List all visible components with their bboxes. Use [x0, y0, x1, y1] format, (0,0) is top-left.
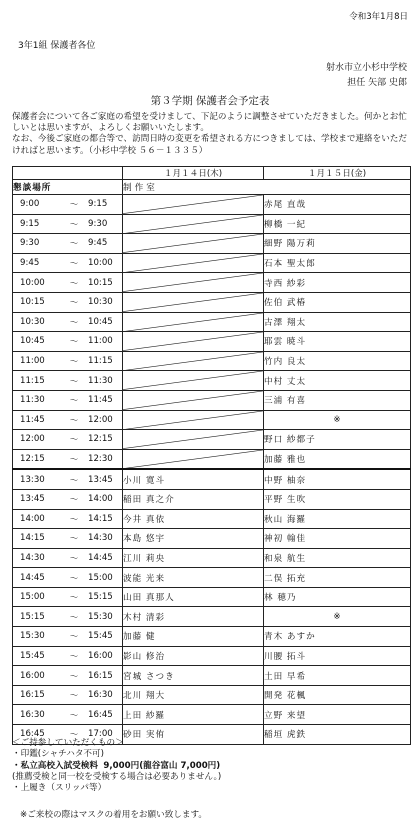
day2-student-name: 林 穂乃: [264, 587, 411, 607]
day2-student-name: 野口 紗都子: [264, 430, 411, 450]
time-separator: ～: [69, 396, 79, 407]
time-cell: [13, 469, 123, 489]
time-start: 15:00: [20, 592, 45, 603]
time-cell: [13, 390, 123, 410]
place-row: [13, 180, 411, 195]
time-separator: ～: [69, 553, 79, 564]
page-title: 第３学期 保護者会予定表: [150, 95, 270, 107]
day1-student-name: 波能 光来: [123, 568, 264, 588]
day2-student-name: 佐伯 武椿: [264, 292, 411, 312]
day2-student-name: 細野 陽万莉: [264, 234, 411, 254]
day2-student-name: 青木 あすか: [264, 627, 411, 647]
time-start: 9:45: [20, 258, 40, 269]
header-day2: １月１５日(金): [264, 167, 411, 180]
time-cell: [13, 685, 123, 705]
day2-student-name: 秋山 海羅: [264, 509, 411, 529]
table-header-row: [13, 167, 411, 180]
strike-line: [123, 411, 263, 430]
day2-student-name: 中村 丈太: [264, 371, 411, 391]
time-end: 17:00: [88, 729, 113, 740]
time-start: 11:45: [20, 414, 45, 425]
day1-empty-slot: [123, 273, 264, 293]
day2-student-name: 立野 来望: [264, 705, 411, 725]
day2-student-name: 三浦 有喜: [264, 390, 411, 410]
day1-empty-slot: [123, 253, 264, 273]
day1-student-name: 加藤 健: [123, 627, 264, 647]
time-cell: [13, 509, 123, 529]
day2-student-name: 和泉 航生: [264, 548, 411, 568]
day2-student-name: 川腰 拓斗: [264, 646, 411, 666]
strike-line: [123, 234, 263, 253]
time-start: 16:15: [20, 690, 45, 701]
time-end: 16:00: [88, 650, 113, 661]
time-cell: [13, 371, 123, 391]
time-end: 13:45: [88, 474, 113, 485]
time-separator: ～: [69, 455, 79, 466]
notes-item-seal: ・印鑑(シャチハタ不可): [12, 749, 104, 760]
day2-student-name: 平野 生吹: [264, 489, 411, 509]
table-row: [13, 371, 411, 391]
strike-line: [123, 215, 263, 234]
time-end: 14:30: [88, 533, 113, 544]
time-end: 11:00: [88, 336, 113, 347]
day2-note-mark: ※: [264, 607, 411, 627]
time-start: 11:30: [20, 395, 45, 406]
time-end: 10:30: [88, 297, 113, 308]
day2-student-name: 稲垣 虎鉄: [264, 725, 411, 745]
day2-student-name: 中野 柚奈: [264, 469, 411, 489]
day1-student-name: 宮城 さつき: [123, 666, 264, 686]
table-row: [13, 705, 411, 725]
day1-student-name: 影山 修治: [123, 646, 264, 666]
day2-student-name: 二俣 拓充: [264, 568, 411, 588]
time-start: 16:00: [20, 670, 45, 681]
time-start: 16:45: [20, 729, 45, 740]
time-start: 14:15: [20, 533, 45, 544]
time-separator: ～: [69, 219, 79, 230]
table-row: [13, 568, 411, 588]
time-end: 14:15: [88, 513, 113, 524]
time-separator: ～: [69, 671, 79, 682]
time-start: 16:30: [20, 709, 45, 720]
time-separator: ～: [69, 612, 79, 623]
day1-empty-slot: [123, 410, 264, 430]
notes-item-fee-label: ・私立高校入試受検料: [12, 760, 98, 771]
time-cell: [13, 529, 123, 549]
time-start: 9:15: [20, 218, 40, 229]
notes-item-fee: [12, 761, 312, 772]
time-cell: [13, 587, 123, 607]
strike-line: [123, 352, 263, 371]
time-start: 10:45: [20, 336, 45, 347]
time-end: 10:45: [88, 316, 113, 327]
day1-student-name: 木村 清彩: [123, 607, 264, 627]
time-cell: [13, 253, 123, 273]
notes-item-shoes: ・上履き（スリッパ等）: [12, 783, 107, 794]
day2-student-name: 赤尾 直哉: [264, 195, 411, 215]
time-separator: ～: [69, 259, 79, 270]
time-end: 9:15: [88, 199, 108, 210]
day1-empty-slot: [123, 234, 264, 254]
time-end: 15:15: [88, 592, 113, 603]
time-cell: [13, 195, 123, 215]
strike-line: [123, 273, 263, 292]
header-blank: [13, 167, 123, 180]
time-end: 9:30: [88, 218, 108, 229]
table-row: [13, 685, 411, 705]
table-row: [13, 195, 411, 215]
time-separator: ～: [69, 200, 79, 211]
table-row: [13, 292, 411, 312]
day1-student-name: 稲田 真之介: [123, 489, 264, 509]
time-separator: ～: [69, 278, 79, 289]
strike-line: [123, 371, 263, 390]
table-row: [13, 430, 411, 450]
time-separator: ～: [69, 475, 79, 486]
time-separator: ～: [69, 632, 79, 643]
document-date: 令和3年1月8日: [349, 12, 408, 22]
time-end: 12:00: [88, 414, 113, 425]
time-end: 16:45: [88, 709, 113, 720]
table-row: [13, 410, 411, 430]
day2-student-name: 耶雲 暁斗: [264, 332, 411, 352]
time-start: 10:15: [20, 297, 45, 308]
notes-heading: ＜ご持参していただくもの＞: [12, 738, 124, 748]
time-end: 12:30: [88, 454, 113, 465]
table-row: [13, 312, 411, 332]
day2-student-name: 寺西 紗彩: [264, 273, 411, 293]
day1-empty-slot: [123, 430, 264, 450]
time-start: 11:00: [20, 356, 45, 367]
day1-empty-slot: [123, 195, 264, 215]
time-separator: ～: [69, 317, 79, 328]
time-cell: [13, 214, 123, 234]
schedule-table: [12, 166, 411, 745]
table-row: [13, 273, 411, 293]
time-start: 12:15: [20, 454, 45, 465]
time-separator: ～: [69, 514, 79, 525]
intro-text: [12, 112, 410, 157]
time-separator: ～: [69, 730, 79, 741]
time-cell: [13, 607, 123, 627]
time-cell: [13, 351, 123, 371]
mask-notice: ※ご来校の際はマスクの着用をお願い致します。: [20, 810, 207, 820]
time-start: 15:30: [20, 631, 45, 642]
table-row: [13, 529, 411, 549]
time-end: 15:00: [88, 572, 113, 583]
time-cell: [13, 568, 123, 588]
day1-empty-slot: [123, 312, 264, 332]
time-cell: [13, 449, 123, 469]
time-separator: ～: [69, 415, 79, 426]
notes-box: [12, 738, 312, 794]
day1-empty-slot: [123, 292, 264, 312]
time-cell: [13, 489, 123, 509]
time-separator: ～: [69, 435, 79, 446]
day2-student-name: 古澤 翔太: [264, 312, 411, 332]
day2-student-name: 開発 花楓: [264, 685, 411, 705]
time-separator: ～: [69, 593, 79, 604]
time-start: 9:30: [20, 238, 40, 249]
day2-student-name: 神初 翰佳: [264, 529, 411, 549]
intro-paragraph-1: 保護者会について各ご家庭の希望を受けまして、下記のように調整させていただきました。何かとお忙しいとは思いますが、よろしくお願いいたします。: [12, 112, 407, 134]
time-start: 12:00: [20, 434, 45, 445]
school-name: 射水市立小杉中学校: [325, 63, 407, 73]
strike-line: [123, 293, 263, 312]
time-cell: [13, 312, 123, 332]
time-cell: [13, 234, 123, 254]
time-start: 11:15: [20, 375, 45, 386]
time-end: 16:30: [88, 690, 113, 701]
time-end: 10:15: [88, 277, 113, 288]
header-day1: １月１４日(木): [123, 167, 264, 180]
time-separator: ～: [69, 298, 79, 309]
day1-empty-slot: [123, 449, 264, 469]
day2-note-mark: ※: [264, 410, 411, 430]
time-cell: [13, 548, 123, 568]
time-start: 13:30: [20, 474, 45, 485]
place-label: 懇談場所: [13, 180, 123, 195]
time-start: 13:45: [20, 494, 45, 505]
time-separator: ～: [69, 691, 79, 702]
day1-student-name: 北川 翔大: [123, 685, 264, 705]
table-row: [13, 214, 411, 234]
time-end: 15:45: [88, 631, 113, 642]
time-end: 14:00: [88, 494, 113, 505]
strike-line: [123, 430, 263, 449]
time-cell: [13, 666, 123, 686]
time-start: 15:45: [20, 650, 45, 661]
table-row: [13, 627, 411, 647]
table-row: [13, 587, 411, 607]
time-start: 14:00: [20, 513, 45, 524]
time-end: 12:15: [88, 434, 113, 445]
day1-student-name: 今井 真依: [123, 509, 264, 529]
recipient-line: 3年1組 保護者各位: [18, 41, 96, 51]
day1-empty-slot: [123, 332, 264, 352]
time-end: 11:15: [88, 356, 113, 367]
time-separator: ～: [69, 495, 79, 506]
time-start: 14:45: [20, 572, 45, 583]
time-cell: [13, 292, 123, 312]
table-row: [13, 509, 411, 529]
strike-line: [123, 450, 263, 469]
strike-line: [123, 391, 263, 410]
day1-empty-slot: [123, 371, 264, 391]
day1-student-name: 山田 真那人: [123, 587, 264, 607]
time-separator: ～: [69, 357, 79, 368]
strike-line: [123, 313, 263, 332]
time-separator: ～: [69, 534, 79, 545]
time-start: 10:00: [20, 277, 45, 288]
day2-student-name: 加藤 雅也: [264, 449, 411, 469]
day2-student-name: 柳橋 一紀: [264, 214, 411, 234]
day1-empty-slot: [123, 390, 264, 410]
table-row: [13, 489, 411, 509]
day1-student-name: 砂田 実侑: [123, 725, 264, 745]
table-row: [13, 351, 411, 371]
notes-item-fee-value: 9,000円(龍谷富山 7,000円): [103, 760, 221, 771]
table-row: [13, 607, 411, 627]
time-separator: ～: [69, 573, 79, 584]
time-cell: [13, 332, 123, 352]
table-row: [13, 449, 411, 469]
time-cell: [13, 705, 123, 725]
day1-empty-slot: [123, 351, 264, 371]
time-cell: [13, 410, 123, 430]
day2-student-name: 竹内 良太: [264, 351, 411, 371]
time-cell: [13, 273, 123, 293]
time-separator: ～: [69, 651, 79, 662]
day1-empty-slot: [123, 214, 264, 234]
time-separator: ～: [69, 376, 79, 387]
notes-item-fee-note: (推薦受検と同一校を受検する場合は必要ありません。): [12, 771, 222, 782]
table-row: [13, 646, 411, 666]
table-row: [13, 469, 411, 489]
table-row: [13, 390, 411, 410]
table-row: [13, 666, 411, 686]
day1-student-name: 本島 悠宇: [123, 529, 264, 549]
strike-line: [123, 332, 263, 351]
strike-line: [123, 195, 263, 214]
table-row: [13, 253, 411, 273]
time-start: 14:30: [20, 552, 45, 563]
time-cell: [13, 627, 123, 647]
place-value: 制作室: [123, 180, 411, 195]
time-separator: ～: [69, 710, 79, 721]
table-row: [13, 548, 411, 568]
table-row: [13, 332, 411, 352]
time-start: 15:15: [20, 611, 45, 622]
time-end: 11:30: [88, 375, 113, 386]
time-end: 11:45: [88, 395, 113, 406]
time-start: 10:30: [20, 316, 45, 327]
time-separator: ～: [69, 337, 79, 348]
time-end: 16:15: [88, 670, 113, 681]
time-start: 9:00: [20, 199, 40, 210]
table-row: [13, 234, 411, 254]
day2-student-name: 土田 早希: [264, 666, 411, 686]
day1-student-name: 小川 寛斗: [123, 469, 264, 489]
time-cell: [13, 646, 123, 666]
time-end: 9:45: [88, 238, 108, 249]
day2-student-name: 石本 聖太郎: [264, 253, 411, 273]
strike-line: [123, 254, 263, 273]
time-cell: [13, 430, 123, 450]
time-separator: ～: [69, 239, 79, 250]
day1-student-name: 江川 莉央: [123, 548, 264, 568]
day1-student-name: 上田 紗羅: [123, 705, 264, 725]
time-end: 10:00: [88, 258, 113, 269]
time-end: 15:30: [88, 611, 113, 622]
time-end: 14:45: [88, 552, 113, 563]
homeroom-teacher: 担任 矢部 史郎: [347, 78, 407, 88]
intro-paragraph-2: なお、今後ご家庭の都合等で、訪問日時の変更を希望される方につきましては、学校まで連絡をいただければと思います。（小杉中学校 ５６－１３３５）: [12, 134, 407, 156]
